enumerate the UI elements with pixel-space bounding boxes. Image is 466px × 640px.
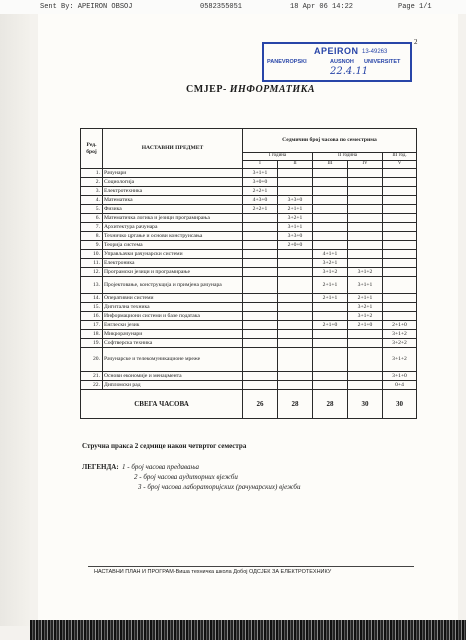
legend-item: 3 - број часова лабораторијских (рачунарских) вјежби [138,483,301,491]
hours-cell [313,196,348,205]
hours-cell: 3+1+2 [383,348,417,372]
hours-cell: 2+1+1 [348,294,383,303]
subject-name: Програмски језици и програмирање [103,268,243,277]
table-row [81,214,417,223]
hours-cell [313,223,348,232]
row-number: 15. [81,303,103,312]
hours-cell: 4+1+1 [313,250,348,259]
hours-cell [383,277,417,294]
row-number: 14. [81,294,103,303]
hours-cell [278,372,313,381]
hours-cell [383,303,417,312]
fax-page: Page 1/1 [398,3,432,11]
hours-cell [348,169,383,178]
hours-cell [278,330,313,339]
table-row [81,294,417,303]
fax-date: 18 Apr 06 14:22 [290,3,354,11]
table-row [81,381,417,390]
hours-cell [383,205,417,214]
legend-item: 2 - број часова аудиторних вјежби [134,473,238,481]
hours-cell [313,348,348,372]
total-cell: 30 [383,390,417,419]
table-row [81,303,417,312]
hours-cell [313,178,348,187]
hours-cell [278,268,313,277]
hours-cell [278,178,313,187]
sem-2: II [278,161,313,169]
hours-cell [243,339,278,348]
hours-cell [348,205,383,214]
hours-cell [243,348,278,372]
row-number: 9. [81,241,103,250]
hours-cell [278,348,313,372]
footer-rule [88,566,414,567]
row-number: 8. [81,232,103,241]
hours-cell [243,321,278,330]
title-main: ИНФОРМАТИКА [229,84,316,95]
hours-cell [278,303,313,312]
hours-cell [313,169,348,178]
hours-cell [313,232,348,241]
hours-cell [348,381,383,390]
year-2: II година [313,153,383,161]
col-rb: Ред. број [81,129,103,169]
hours-cell [383,294,417,303]
subject-name: Рачунари [103,169,243,178]
row-number: 10. [81,250,103,259]
hours-cell [383,196,417,205]
hours-cell [383,259,417,268]
hours-cell [313,381,348,390]
hours-cell [313,339,348,348]
curriculum-table [80,128,416,419]
row-number: 12. [81,268,103,277]
sem-5: V [383,161,417,169]
hours-cell: 3+2+1 [278,214,313,223]
hours-cell [348,241,383,250]
hours-cell: 3+2+1 [313,259,348,268]
subject-name: Електроника [103,259,243,268]
hours-cell [243,250,278,259]
hours-cell [383,178,417,187]
hours-cell: 2+2+1 [243,205,278,214]
hours-cell [278,259,313,268]
subject-name: Теорија система [103,241,243,250]
fax-number: 0582355051 [200,3,243,11]
table-row [81,196,417,205]
table-row [81,339,417,348]
subject-name: Дипломски рад [103,381,243,390]
hours-cell: 3+1+2 [348,268,383,277]
hours-cell [383,169,417,178]
hours-cell [348,372,383,381]
hours-cell [243,268,278,277]
hours-cell [243,294,278,303]
hours-cell [313,241,348,250]
hours-cell [313,330,348,339]
row-number: 19. [81,339,103,348]
hours-cell: 3+2+2 [383,339,417,348]
table-row [81,312,417,321]
hours-cell: 3+1+1 [348,277,383,294]
hours-cell [383,223,417,232]
sem-1: I [243,161,278,169]
sem-4: IV [348,161,383,169]
subject-name: Софтверска техника [103,339,243,348]
hours-cell: 3+0+0 [243,178,278,187]
table-row [81,348,417,372]
hours-cell [313,214,348,223]
legend-item: 1 - број часова предавања [122,463,200,471]
stamp-number: 13-49263 [362,49,388,55]
hours-cell [348,187,383,196]
stamp-line1: PANEVROPSKI [267,59,307,65]
hours-cell: 3+1+2 [348,312,383,321]
row-number: 17. [81,321,103,330]
row-number: 11. [81,259,103,268]
total-cell: 28 [313,390,348,419]
stamp-handwritten: 22.4.11 [330,66,369,77]
row-number: 3. [81,187,103,196]
hours-cell [348,223,383,232]
table-row [81,187,417,196]
subject-name: Рачунарске и телекомуникационе мреже [103,348,243,372]
table-row [81,372,417,381]
hours-cell [243,312,278,321]
total-label: СВЕГА ЧАСОВА [81,390,243,419]
hours-cell [348,259,383,268]
hours-cell: 3+1+2 [313,268,348,277]
hours-cell: 2+2+1 [243,187,278,196]
hours-cell [278,339,313,348]
hours-cell: 2+1+0 [383,321,417,330]
hours-cell [383,250,417,259]
row-number: 1. [81,169,103,178]
title-prefix: СМЈЕР- [186,84,227,95]
hours-cell: 3+1+1 [278,223,313,232]
hours-cell [348,214,383,223]
row-number: 18. [81,330,103,339]
stamp-name: APEIRON [314,46,359,56]
hours-cell [278,277,313,294]
subject-name: Дигитална техника [103,303,243,312]
hours-cell [383,241,417,250]
hours-cell: 3+2+1 [348,303,383,312]
subject-name: Пројектовање, конструкција и примјена рачунара [103,277,243,294]
fax-sender: Sent By: APEIRON OBSOJ [40,3,133,11]
hours-cell [348,348,383,372]
hours-cell: 2+1+1 [278,205,313,214]
subject-name: Математика [103,196,243,205]
hours-cell [243,372,278,381]
hours-cell: 3+3+0 [278,196,313,205]
hours-cell: 3+3+0 [278,232,313,241]
year-1: I година [243,153,313,161]
table-row [81,223,417,232]
hours-cell: 4+3+0 [243,196,278,205]
table-row [81,232,417,241]
subject-name: Информациони системи и базе података [103,312,243,321]
hours-cell [243,303,278,312]
row-number: 21. [81,372,103,381]
hours-cell: 3+1+1 [243,169,278,178]
page-number: 2 [414,38,418,46]
total-cell: 30 [348,390,383,419]
hours-cell [243,381,278,390]
stamp-line3: UNIVERSITET [364,59,401,65]
subject-name: Физика [103,205,243,214]
subject-name: Математичка логика и језици програмирања [103,214,243,223]
table-row [81,250,417,259]
university-stamp [262,42,412,82]
hours-cell [243,277,278,294]
hours-cell [278,312,313,321]
subject-name: Микрорачунари [103,330,243,339]
total-cell: 26 [243,390,278,419]
hours-cell: 3+1+2 [383,330,417,339]
subject-name: Енглески језик [103,321,243,330]
hours-cell [348,196,383,205]
hours-cell [348,330,383,339]
hours-cell [278,187,313,196]
hours-cell: 0+4 [383,381,417,390]
practice-note: Стручна пракса 2 седмице након четвртог семестра [82,442,247,450]
hours-cell [243,241,278,250]
hours-cell [383,232,417,241]
hours-cell [243,232,278,241]
table-row [81,169,417,178]
hours-cell [278,381,313,390]
sem-3: III [313,161,348,169]
footer-text: НАСТАВНИ ПЛАН И ПРОГРАМ-Виша техничка школа Добој ОДСЈЕК ЗА ЕЛЕКТРОТЕХНИКУ [94,569,332,575]
table-body [81,169,417,390]
hours-cell [278,169,313,178]
hours-cell [313,187,348,196]
hours-cell: 2+0+0 [278,241,313,250]
hours-cell: 2+1+1 [313,294,348,303]
hours-cell [313,205,348,214]
row-number: 22. [81,381,103,390]
row-number: 13. [81,277,103,294]
subject-name: Основи економије и менаџмента [103,372,243,381]
hours-cell [278,294,313,303]
legend-title: ЛЕГЕНДА: [82,463,119,471]
year-3: III год. [383,153,417,161]
row-number: 4. [81,196,103,205]
hours-cell [348,250,383,259]
hours-cell [243,223,278,232]
col-weekly: Седмични број часова по семестрима [243,129,417,153]
hours-cell [348,178,383,187]
subject-name: Оперативни системи [103,294,243,303]
hours-cell [348,232,383,241]
table-row [81,178,417,187]
row-number: 2. [81,178,103,187]
subject-name: Техничко цртање и основи конструисања [103,232,243,241]
hours-cell: 3+1+0 [383,372,417,381]
col-subject: НАСТАВНИ ПРЕДМЕТ [103,129,243,169]
subject-name: Електротехника [103,187,243,196]
hours-cell [243,259,278,268]
hours-cell [243,330,278,339]
page-title [186,84,315,95]
total-cell: 28 [278,390,313,419]
subject-name: Социологија [103,178,243,187]
scan-left-edge [0,14,30,626]
subject-name: Управљачки рачунарски системи [103,250,243,259]
hours-cell [243,214,278,223]
hours-cell [383,214,417,223]
table-row [81,205,417,214]
row-number: 20. [81,348,103,372]
fax-header [0,0,466,14]
stamp-line2: AUSNOH [330,59,354,65]
hours-cell [383,187,417,196]
hours-cell [278,250,313,259]
subject-name: Архитектура рачунара [103,223,243,232]
hours-cell [383,312,417,321]
row-number: 5. [81,205,103,214]
table-row [81,330,417,339]
hours-cell: 2+1+1 [313,277,348,294]
table-row [81,321,417,330]
row-number: 7. [81,223,103,232]
table-row [81,268,417,277]
hours-cell [348,339,383,348]
table-row [81,259,417,268]
hours-cell [313,312,348,321]
hours-cell [278,321,313,330]
hours-cell: 2+1+0 [313,321,348,330]
hours-cell [313,303,348,312]
table-row [81,277,417,294]
table-row [81,241,417,250]
row-number: 6. [81,214,103,223]
scan-bottom-band [30,620,466,640]
hours-cell [383,268,417,277]
row-number: 16. [81,312,103,321]
hours-cell: 2+1+0 [348,321,383,330]
hours-cell [313,372,348,381]
